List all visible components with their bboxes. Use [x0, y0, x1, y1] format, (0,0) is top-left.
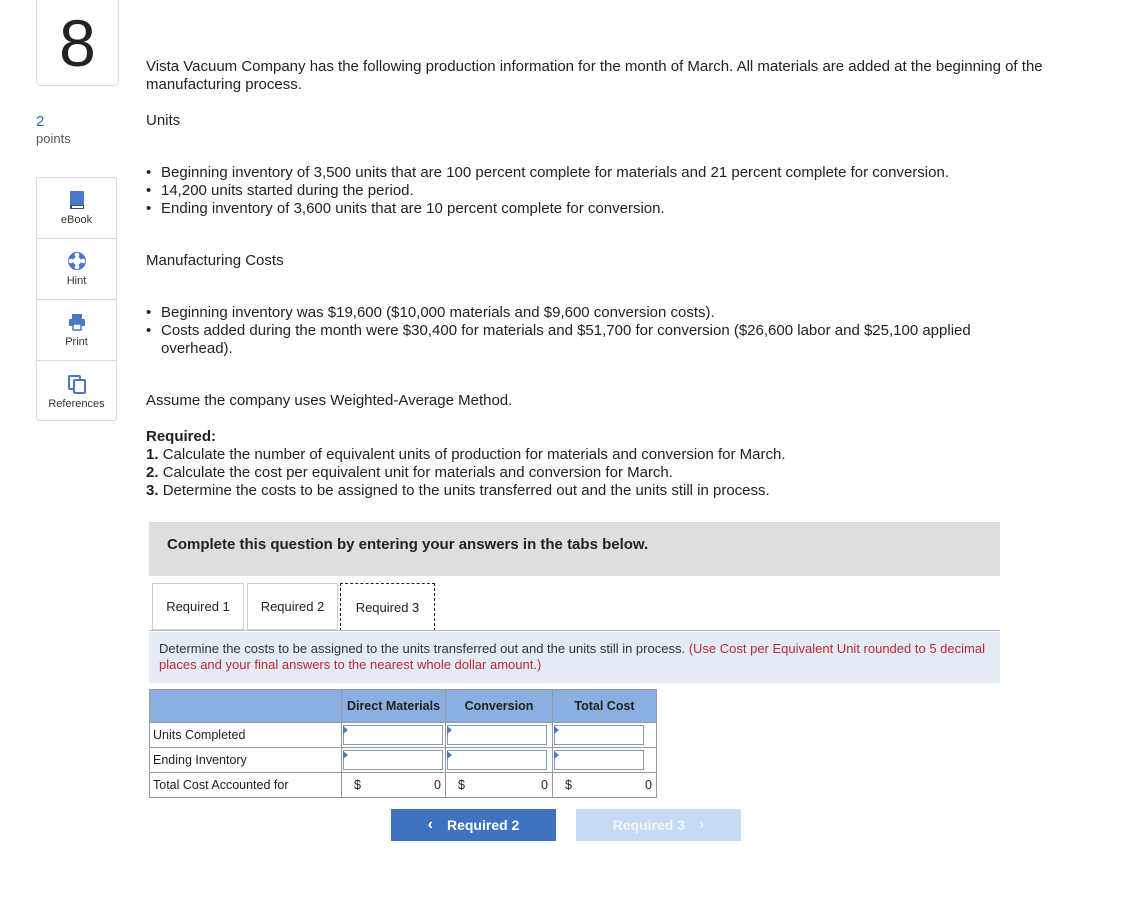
input-marker-icon	[343, 726, 348, 734]
cell-ending-inventory-materials	[342, 748, 446, 773]
input-marker-icon	[447, 751, 452, 759]
row-label-total-cost: Total Cost Accounted for	[150, 773, 342, 798]
row-label-ending-inventory: Ending Inventory	[150, 748, 342, 773]
chevron-left-icon: ‹	[427, 816, 433, 833]
total-conversion	[446, 773, 553, 798]
list-item: • Beginning inventory was $19,600 ($10,000 materials and $9,600 conversion costs).	[161, 304, 1046, 322]
question-sidebar	[36, 177, 117, 421]
input-marker-icon	[554, 751, 559, 759]
required-block	[146, 428, 1046, 500]
tab-divider	[149, 630, 1000, 631]
costs-list	[146, 304, 1046, 358]
cell-units-completed-total	[553, 723, 657, 748]
row-label-units-completed: Units Completed	[150, 723, 342, 748]
book-icon	[68, 190, 86, 210]
units-completed-total-input[interactable]	[554, 725, 644, 745]
instructions-banner: Complete this question by entering your answers in the tabs below.	[149, 522, 1000, 576]
table-row	[150, 748, 657, 773]
required-num: 2.	[146, 464, 159, 481]
instruction-note: (Use Cost per Equivalent Unit rounded to 5 decimal places and your final answers to the nearest whole dollar amount.)	[159, 641, 985, 672]
total-cost	[553, 773, 657, 798]
units-list	[146, 164, 1106, 218]
total-value: 0	[541, 778, 548, 792]
required-item-3	[146, 482, 1046, 500]
question-number: 8	[36, 0, 119, 86]
sidebar-item-hint[interactable]	[37, 239, 116, 300]
cell-units-completed-materials	[342, 723, 446, 748]
costs-heading: Manufacturing Costs	[146, 252, 284, 269]
currency-symbol: $	[458, 778, 465, 792]
required-item-2	[146, 464, 1046, 482]
next-required-button[interactable]	[576, 809, 741, 841]
units-completed-conversion-input[interactable]	[447, 725, 547, 745]
list-item: • 14,200 units started during the period.	[161, 182, 1106, 200]
intro-text: Vista Vacuum Company has the following production information for the month of March. All materials are added at the beginning of the manufacturing process.	[146, 58, 1043, 93]
ending-inventory-materials-input[interactable]	[343, 750, 443, 770]
header-conversion: Conversion	[446, 690, 553, 723]
total-value: 0	[645, 778, 652, 792]
lifebuoy-icon	[67, 251, 87, 271]
cell-units-completed-conversion	[446, 723, 553, 748]
sidebar-item-references[interactable]	[37, 361, 116, 422]
required-item-1	[146, 446, 1046, 464]
total-value: 0	[434, 778, 441, 792]
required-text: Calculate the number of equivalent units of production for materials and conversion for March.	[162, 446, 786, 463]
units-completed-materials-input[interactable]	[343, 725, 443, 745]
sidebar-item-label: eBook	[60, 214, 93, 226]
required-num: 1.	[146, 446, 159, 463]
list-item: • Ending inventory of 3,600 units that are 10 percent complete for conversion.	[161, 200, 1106, 218]
points-label: points	[36, 131, 71, 146]
input-marker-icon	[554, 726, 559, 734]
sidebar-item-print[interactable]	[37, 300, 116, 361]
tab-instruction	[149, 632, 1000, 683]
list-item: • Costs added during the month were $30,400 for materials and $51,700 for conversion ($26,600 labor and $25,100 applied overhead).	[161, 322, 1046, 358]
points-value: 2	[36, 113, 45, 130]
table-row-total	[150, 773, 657, 798]
required-label: Required:	[146, 428, 217, 445]
header-total-cost: Total Cost	[553, 690, 657, 723]
assume-text: Assume the company uses Weighted-Average Method.	[146, 392, 513, 409]
tab-required-2[interactable]: Required 2	[247, 583, 338, 630]
currency-symbol: $	[354, 778, 361, 792]
currency-symbol: $	[565, 778, 572, 792]
ending-inventory-conversion-input[interactable]	[447, 750, 547, 770]
sidebar-item-label: Hint	[66, 275, 87, 287]
prev-required-button[interactable]	[391, 809, 556, 841]
units-heading: Units	[146, 112, 181, 129]
required-text: Determine the costs to be assigned to the units transferred out and the units still in process.	[162, 482, 770, 499]
required-text: Calculate the cost per equivalent unit for materials and conversion for March.	[162, 464, 673, 481]
copy-icon	[67, 374, 87, 394]
required-num: 3.	[146, 482, 159, 499]
tab-required-1[interactable]: Required 1	[152, 583, 244, 630]
input-marker-icon	[447, 726, 452, 734]
answer-table	[149, 689, 657, 798]
header-blank	[150, 690, 342, 723]
list-item: • Beginning inventory of 3,500 units that are 100 percent complete for materials and 21 percent complete for conversion.	[161, 164, 1106, 182]
sidebar-item-label: Print	[65, 336, 88, 348]
next-button-label: Required 3	[612, 817, 686, 833]
cell-ending-inventory-conversion	[446, 748, 553, 773]
header-direct-materials: Direct Materials	[342, 690, 446, 723]
printer-icon	[67, 312, 87, 332]
table-header-row	[150, 690, 657, 723]
instruction-main: Determine the costs to be assigned to the units transferred out and the units still in process.	[159, 641, 686, 656]
total-materials	[342, 773, 446, 798]
table-row	[150, 723, 657, 748]
ending-inventory-total-input[interactable]	[554, 750, 644, 770]
tab-required-3[interactable]: Required 3	[340, 583, 435, 631]
cell-ending-inventory-total	[553, 748, 657, 773]
chevron-right-icon: ›	[699, 816, 705, 833]
sidebar-item-label: References	[48, 397, 105, 410]
prev-button-label: Required 2	[446, 817, 520, 833]
sidebar-item-ebook[interactable]	[37, 178, 116, 239]
input-marker-icon	[343, 751, 348, 759]
